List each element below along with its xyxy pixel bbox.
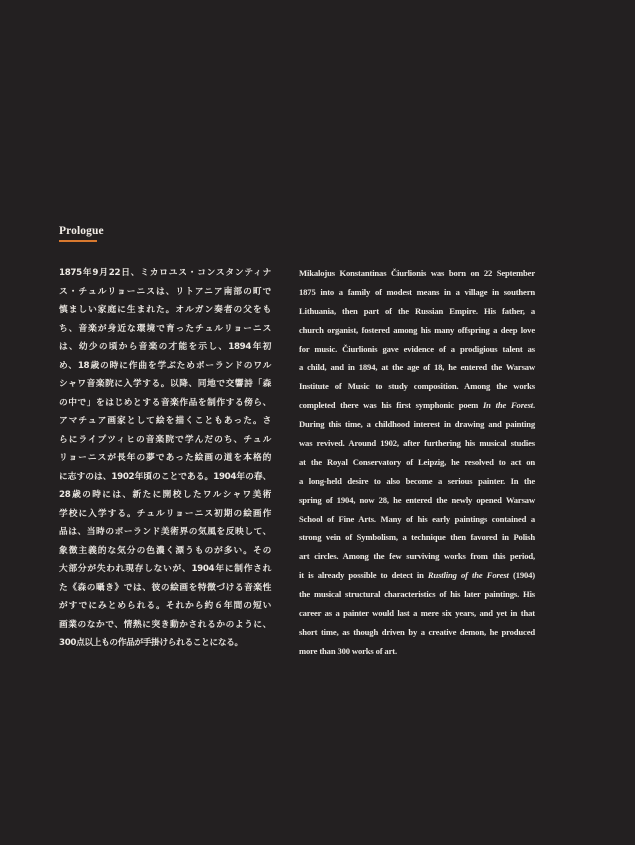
text-segment: During this time, a childhood interest in drawing and painting <box>299 419 535 430</box>
heading-accent-rule <box>59 240 97 242</box>
text-segment: it is already possible to detect in <box>299 570 428 581</box>
english-text-line <box>299 510 535 529</box>
japanese-text-line: 大部分が失われ現存しないが、1904年に制作され <box>59 564 271 574</box>
japanese-text-line: 300点以上もの作品が手掛けられることになる。 <box>59 638 243 648</box>
text-segment: a long-held desire to also become a serious painter. In the <box>299 475 535 486</box>
english-text-line <box>299 547 535 566</box>
japanese-text-line: 画業のなかで、情熱に突き動かされるかのように、 <box>59 619 271 630</box>
english-text-line <box>299 491 535 510</box>
text-segment: more than 300 works of art. <box>299 645 397 656</box>
english-text-line <box>299 623 535 642</box>
text-segment: short time, as though driven by a creative demon, he produced <box>299 626 535 637</box>
artwork-title: In the Forest <box>482 400 533 411</box>
english-text-line <box>299 415 535 434</box>
japanese-text-line: リョーニスが長年の夢であった絵画の道を本格的 <box>59 453 271 463</box>
english-text-line <box>299 604 535 623</box>
japanese-text-line: は、幼少の頃から音楽の才能を示し、1894年初 <box>59 342 271 352</box>
japanese-text-line: に志すのは、1902年頃のことである。1904年の春、 <box>59 471 271 482</box>
english-text-line <box>299 472 535 491</box>
japanese-text-line: た《森の囁き》では、彼の絵画を特徴づける音楽性 <box>59 582 271 593</box>
text-segment: (1904) <box>508 570 535 581</box>
japanese-text-line: 慎ましい家庭に生まれた。オルガン奏者の父をも <box>59 305 271 315</box>
english-text-line <box>299 434 535 453</box>
english-text-line <box>299 566 535 585</box>
japanese-text-line: 象徴主義的な気分の色濃く漂うものが多い。その <box>59 545 271 556</box>
japanese-text-line: め、18歳の時に作曲を学ぶためポーランドのワル <box>59 360 271 371</box>
japanese-text-line: 品は、当時のポーランド美術界の気風を反映して、 <box>59 527 271 537</box>
japanese-text-line: ス・チュルリョーニスは、リトアニア南部の町で <box>59 286 271 297</box>
artwork-title: Rustling of the Forest <box>427 570 509 581</box>
japanese-text-line: シャワ音楽院に入学する。以降、同地で交響詩「森 <box>59 379 271 389</box>
english-text-line <box>299 396 535 415</box>
japanese-text-line: アマチュア画家として絵を描くこともあった。さ <box>59 416 271 426</box>
japanese-text-line: 1875年9月22日、ミカロユス・コンスタンティナ <box>59 268 271 278</box>
text-segment: completed there was his first symphonic poem <box>299 400 483 411</box>
text-segment: the musical structural characteristics of his later paintings. His <box>299 589 535 600</box>
japanese-text-line: の中で」をはじめとする音楽作品を制作する傍ら、 <box>59 397 271 408</box>
text-segment: 1875 into a family of modest means in a village in southern <box>299 286 535 297</box>
text-segment: church organist, fostered among his many offspring a deep love <box>299 324 535 335</box>
english-text-line <box>299 340 535 359</box>
text-segment: spring of 1904, now 28, he entered the newly opened Warsaw <box>299 494 535 505</box>
text-segment: Lithuania, then part of the Russian Empire. His father, a <box>299 305 535 316</box>
text-segment: Mikalojus Konstantinas Čiurlionis was born on 22 September <box>299 268 535 278</box>
english-text-line <box>299 358 535 377</box>
text-segment: at the Royal Conservatory of Leipzig, he resolved to act on <box>299 456 535 467</box>
english-text-line <box>299 377 535 396</box>
english-text-line <box>299 453 535 472</box>
text-segment: a child, and in 1894, at the age of 18, he entered the Warsaw <box>299 362 535 373</box>
english-text-line <box>299 321 535 340</box>
text-segment: was revived. Around 1902, after furthering his musical studies <box>299 438 535 449</box>
japanese-text-column <box>59 264 271 653</box>
japanese-text-line: 学校に入学する。チュルリョーニス初期の絵画作 <box>59 508 271 519</box>
japanese-text-line: らにライプツィヒの音楽院で学んだのち、チュル <box>59 434 271 445</box>
japanese-text-line: 28歳の時には、新たに開校したワルシャワ美術 <box>59 490 271 500</box>
text-segment: . <box>533 400 535 411</box>
english-text-line <box>299 264 535 283</box>
text-segment: for music. Čiurlionis gave evidence of a prodigious talent as <box>299 343 535 354</box>
english-text-line <box>299 283 535 302</box>
english-text-line <box>299 528 535 547</box>
english-text-line <box>299 642 535 661</box>
text-segment: strong vein of Symbolism, a technique then favored in Polish <box>299 532 535 543</box>
text-segment: art circles. Among the few surviving works from this period, <box>299 551 535 562</box>
japanese-text-line: がすでにみとめられる。それから約６年間の短い <box>59 601 271 611</box>
text-segment: School of Fine Arts. Many of his early paintings contained a <box>299 513 535 524</box>
text-segment: Institute of Music to study composition. Among the works <box>299 381 535 392</box>
text-segment: career as a painter would last a mere six years, and yet in that <box>299 608 535 619</box>
prologue-heading: Prologue <box>59 225 104 237</box>
english-text-column <box>299 264 535 661</box>
english-text-line <box>299 302 535 321</box>
english-text-line <box>299 585 535 604</box>
japanese-text-line: ち、音楽が身近な環境で育ったチュルリョーニス <box>59 323 271 334</box>
